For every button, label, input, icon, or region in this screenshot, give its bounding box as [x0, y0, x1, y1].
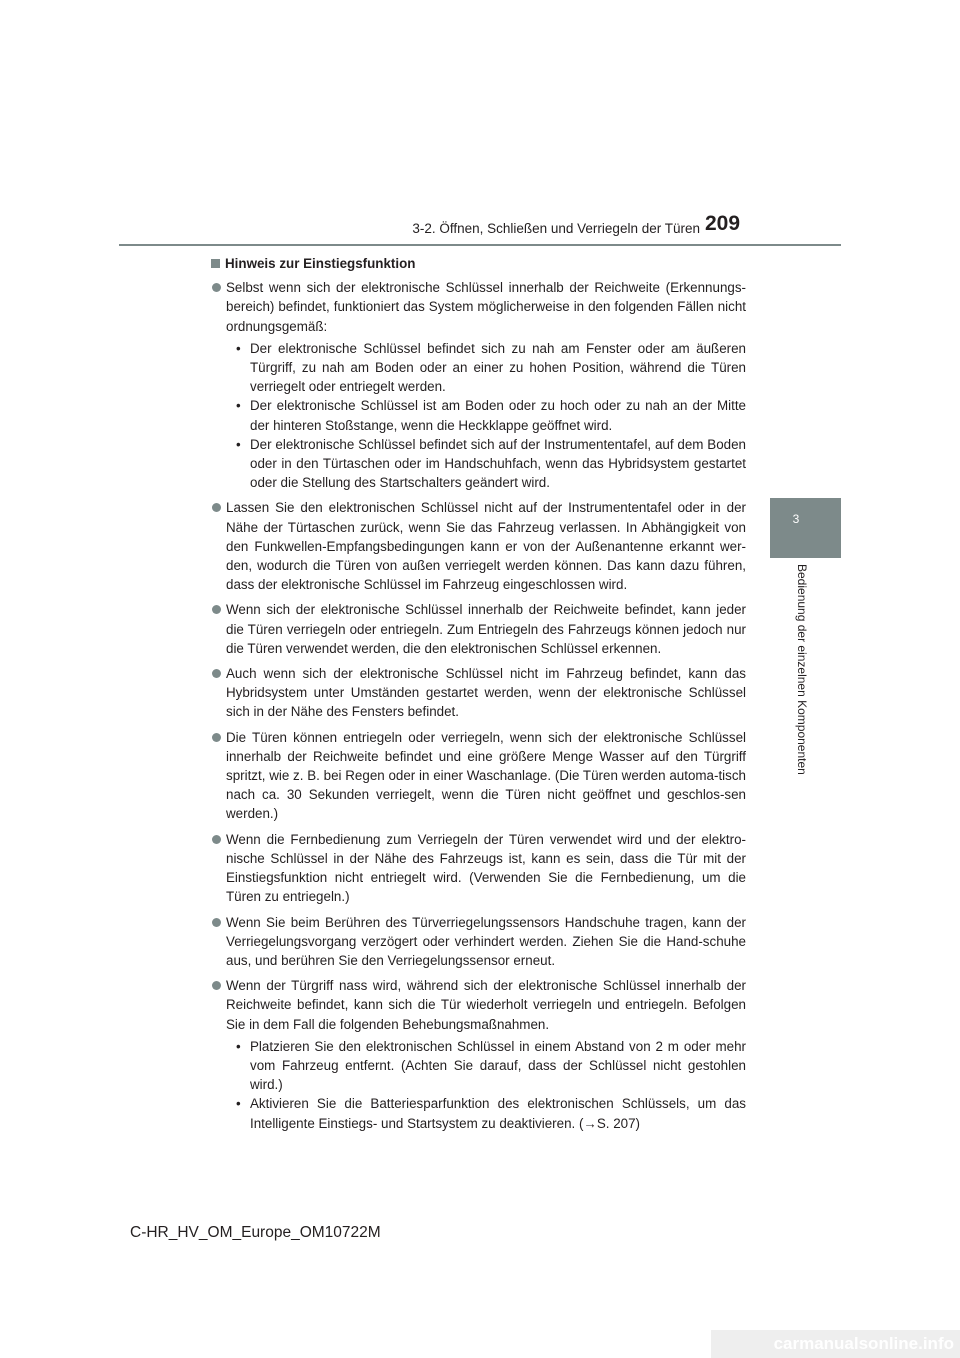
sub-list-item-text: Der elektronische Schlüssel befindet sich zu nah am Fenster oder am äußeren Türgriff, zu nah am Boden oder an einer zu hohen Position, während die Türen verriegelt oder entriegelt werden. — [250, 340, 746, 395]
sub-bullet-icon: • — [236, 1038, 241, 1054]
side-tab-spacer — [770, 246, 841, 498]
circle-bullet-icon — [212, 733, 221, 742]
sub-list-item-text: Der elektronische Schlüssel befindet sich auf der Instrumententafel, auf dem Boden oder in den Türtaschen oder im Handschuhfach, wenn das Hybridsystem gestartet oder die Stellung des Startschalters geändert wird. — [250, 436, 746, 491]
sub-list-item-text: Aktivieren Sie die Batteriesparfunktion des elektronischen Schlüssels, um das Intelligente Einstiegs- und Startsystem zu deaktivieren. (→S. 207) — [250, 1096, 746, 1131]
list-item — [211, 728, 746, 824]
watermark: carmanualsonline.info — [711, 1330, 960, 1358]
list-item — [211, 976, 746, 1133]
sub-list-item — [226, 1094, 746, 1132]
list-item — [211, 600, 746, 658]
document-code: C-HR_HV_OM_Europe_OM10722M — [130, 1224, 381, 1241]
circle-bullet-icon — [212, 669, 221, 678]
sub-list-item — [226, 435, 746, 493]
sub-list — [226, 1037, 746, 1133]
circle-bullet-icon — [212, 283, 221, 292]
sub-list-item — [226, 339, 746, 397]
sub-list — [226, 339, 746, 493]
sub-list-item-text: Der elektronische Schlüssel ist am Boden oder zu hoch oder zu nah an der Mitte der hinteren Stoßstange, wenn die Heckklappe geöffnet wird. — [250, 398, 746, 433]
sub-bullet-icon: • — [236, 340, 241, 356]
circle-bullet-icon — [212, 918, 221, 927]
circle-bullet-icon — [212, 981, 221, 990]
chapter-number: 3 — [792, 512, 800, 526]
list-item-text: Auch wenn sich der elektronische Schlüssel nicht im Fahrzeug befindet, kann das Hybridsystem unter Umständen gestartet werden, wenn der elektronische Schlüssel sich in der Nähe des Fensters befindet. — [226, 666, 746, 720]
header-section-title: 3-2. Öffnen, Schließen und Verriegeln der Türen — [412, 221, 700, 236]
section-heading-text: Hinweis zur Einstiegsfunktion — [225, 256, 416, 271]
list-item-text: Wenn Sie beim Berühren des Türverriegelungssensors Handschuhe tragen, kann der Verriegelungsvorgang verzögert oder verhindert werden. Ziehen Sie die Hand-schuhe aus, und berühren Sie den Verriegelungssensor erneut. — [226, 914, 746, 968]
list-item — [211, 913, 746, 971]
list-item — [211, 830, 746, 907]
chapter-tab — [770, 498, 841, 558]
sub-list-item — [226, 396, 746, 434]
sub-bullet-icon: • — [236, 398, 241, 414]
list-item-text: Wenn sich der elektronische Schlüssel innerhalb der Reichweite befindet, kann jeder die Türen verriegeln oder entriegeln. Zum Entriegeln des Fahrzeugs können jedoch nur die Türen verwendet werden, die den elektronischen Schlüssel erkennen. — [226, 602, 746, 656]
sub-bullet-icon: • — [236, 1096, 241, 1112]
list-item-text: Wenn die Fernbedienung zum Verriegeln der Türen verwendet wird und der elektro-nische Schlüssel in der Nähe des Fahrzeugs ist, kann es sein, dass die Tür mit der Einstiegsfunktion nicht entriegelt wird. (Verwenden Sie die Fernbedienung, um die Türen zu entriegeln.) — [226, 831, 746, 905]
page-number: 209 — [705, 212, 741, 235]
sub-list-item-text: Platzieren Sie den elektronischen Schlüssel in einem Abstand von 2 m oder mehr vom Fahrzeug entfernt. (Achten Sie darauf, dass der Schlüssel nicht gestohlen wird.) — [250, 1038, 746, 1093]
sub-bullet-icon: • — [236, 436, 241, 452]
list-item-text: Selbst wenn sich der elektronische Schlüssel innerhalb der Reichweite (Erkennungs-bereich) befindet, funktioniert das System möglicherweise in den folgenden Fällen nicht ordnungsgemäß: — [226, 280, 746, 334]
list-item — [211, 664, 746, 722]
chapter-title-vertical: Bedienung der einzelnen Komponenten — [795, 564, 809, 775]
list-item — [211, 278, 746, 492]
bullet-list — [211, 278, 746, 1133]
list-item-text: Lassen Sie den elektronischen Schlüssel nicht auf der Instrumententafel oder in der Nähe der Türtaschen zurück, wenn Sie das Fahrzeug verlassen. In Abhängigkeit von den Funkwellen-Empfangsbedingungen kann er von der Außenantenne erkannt wer-den, wodurch die Türen von außen verriegelt werden können. Das kann dazu führen, dass der elektronische Schlüssel im Fahrzeug eingeschlossen wird. — [226, 500, 746, 593]
list-item-text: Die Türen können entriegeln oder verriegeln, wenn sich der elektronische Schlüssel innerhalb der Reichweite befindet und eine größere Menge Wasser auf den Türgriff spritzt, wie z. B. bei Regen oder in einer Waschanlage. (Die Türen werden automa-tisch nach ca. 30 Sekunden verriegelt, wenn die Türen nicht geöffnet und geschlos-sen werden.) — [226, 729, 746, 822]
circle-bullet-icon — [212, 605, 221, 614]
list-item-text: Wenn der Türgriff nass wird, während sich der elektronische Schlüssel innerhalb der Reichweite befindet, kann sich die Tür wiederholt verriegeln und entriegeln. Befolgen Sie in dem Fall die folgenden Behebungsmaßnahmen. — [226, 978, 746, 1032]
sub-list-item — [226, 1037, 746, 1095]
main-content — [211, 254, 746, 1139]
header-rule — [119, 244, 841, 246]
circle-bullet-icon — [212, 835, 221, 844]
list-item — [211, 498, 746, 594]
section-heading — [211, 254, 746, 273]
circle-bullet-icon — [212, 503, 221, 512]
square-bullet-icon — [211, 259, 220, 268]
